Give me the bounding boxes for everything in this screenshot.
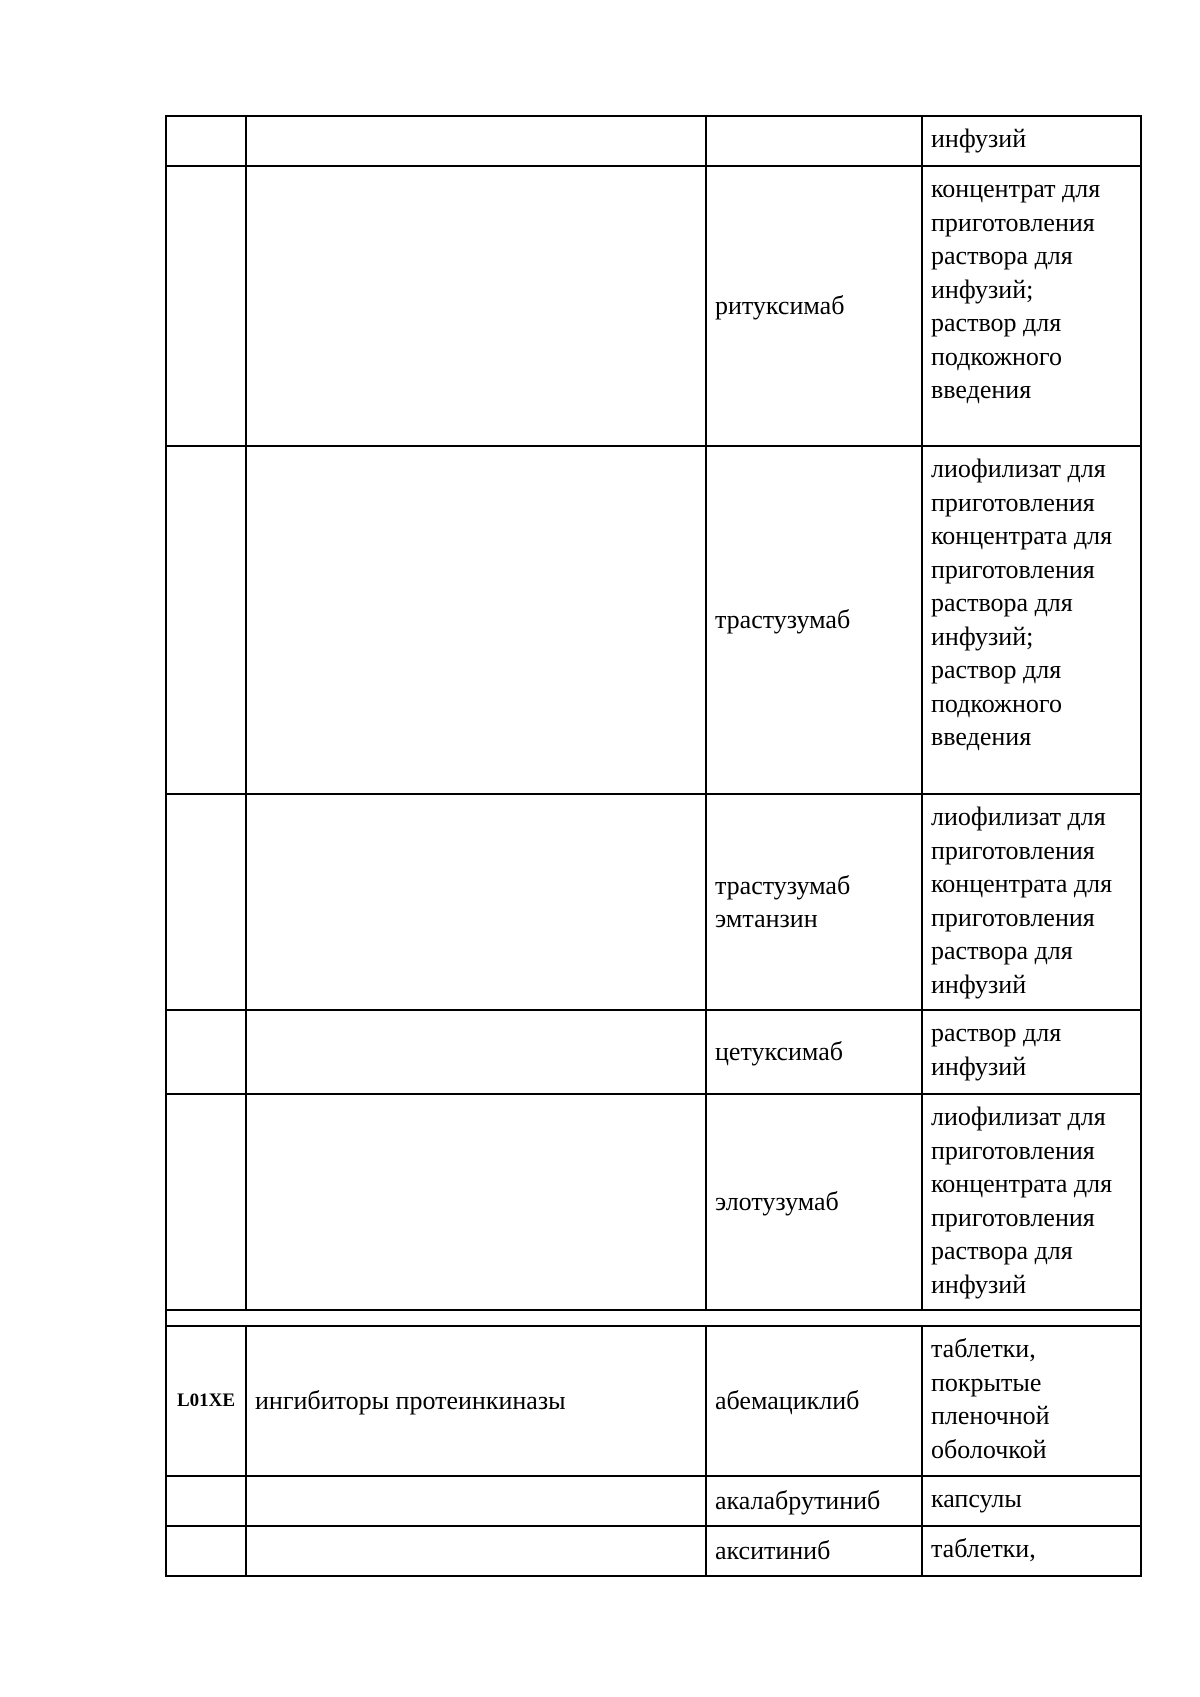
group-name-cell	[246, 116, 706, 166]
table-row	[166, 1094, 1141, 1310]
group-name-cell	[246, 446, 706, 794]
drug-name-cell: элотузумаб	[706, 1094, 922, 1310]
atc-code-cell	[166, 116, 246, 166]
atc-code-cell	[166, 446, 246, 794]
group-name-cell	[246, 166, 706, 446]
table-row	[166, 1526, 1141, 1576]
dosage-form-cell: таблетки, покрытые пленочной оболочкой	[922, 1326, 1141, 1476]
table-row	[166, 794, 1141, 1010]
table-separator-row	[166, 1310, 1141, 1326]
dosage-form-cell: лиофилизат для приготовления концентрата для приготовления раствора для инфузий	[922, 1094, 1141, 1310]
table-row	[166, 1476, 1141, 1526]
group-name-cell	[246, 1094, 706, 1310]
atc-code-cell	[166, 794, 246, 1010]
drug-name-cell: акситиниб	[706, 1526, 922, 1576]
drug-name-cell: трастузумаб эмтанзин	[706, 794, 922, 1010]
dosage-form-cell: раствор для инфузий	[922, 1010, 1141, 1094]
group-name-cell	[246, 1476, 706, 1526]
drug-table	[165, 115, 1142, 1577]
drug-name-cell: цетуксимаб	[706, 1010, 922, 1094]
dosage-form-cell: лиофилизат для приготовления концентрата для приготовления раствора для инфузий	[922, 794, 1141, 1010]
group-name-cell	[246, 1526, 706, 1576]
dosage-form-cell: концентрат для приготовления раствора для инфузий; раствор для подкожного введения	[922, 166, 1141, 446]
table-row	[166, 166, 1141, 446]
atc-code-cell	[166, 1476, 246, 1526]
atc-code-cell: L01XE	[166, 1326, 246, 1476]
table-row	[166, 1010, 1141, 1094]
dosage-form-cell: лиофилизат для приготовления концентрата для приготовления раствора для инфузий; раствор для подкожного введения	[922, 446, 1141, 794]
atc-code-cell	[166, 166, 246, 446]
table-row	[166, 446, 1141, 794]
group-name-cell	[246, 794, 706, 1010]
dosage-form-cell: инфузий	[922, 116, 1141, 166]
drug-name-cell: акалабрутиниб	[706, 1476, 922, 1526]
atc-code-cell	[166, 1010, 246, 1094]
separator-cell	[166, 1310, 1141, 1326]
drug-name-cell: абемациклиб	[706, 1326, 922, 1476]
drug-name-cell	[706, 116, 922, 166]
drug-name-cell: трастузумаб	[706, 446, 922, 794]
dosage-form-cell: таблетки,	[922, 1526, 1141, 1576]
table-row	[166, 116, 1141, 166]
group-name-cell: ингибиторы протеинкиназы	[246, 1326, 706, 1476]
table-row	[166, 1326, 1141, 1476]
dosage-form-cell: капсулы	[922, 1476, 1141, 1526]
atc-code-cell	[166, 1094, 246, 1310]
group-name-cell	[246, 1010, 706, 1094]
atc-code-cell	[166, 1526, 246, 1576]
drug-name-cell: ритуксимаб	[706, 166, 922, 446]
